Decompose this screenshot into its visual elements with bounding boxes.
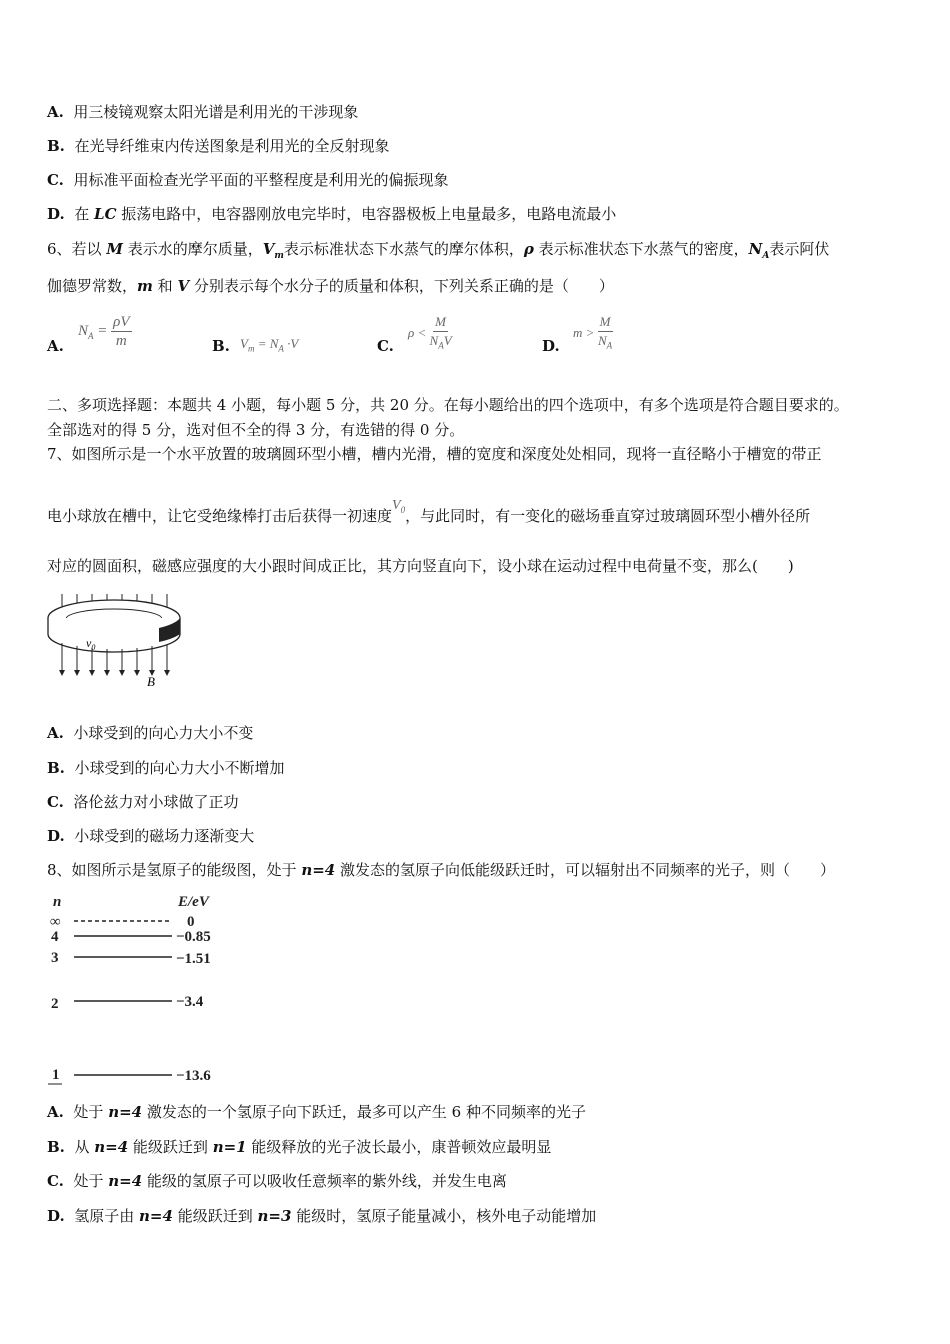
q6-option-b-label: B.	[212, 337, 230, 355]
section2-heading-line2: 全部选对的得 5 分，选对但不全的得 3 分，有选错的得 0 分。	[47, 421, 465, 439]
q8-option-c: C. 处于 n=4 能级的氢原子可以吸收任意频率的紫外线，并发生电离	[47, 1172, 507, 1190]
q7-option-a: A. 小球受到的向心力大小不变	[47, 724, 254, 742]
q6-stem-line2: 伽德罗常数，m 和 V 分别表示每个水分子的质量和体积，下列关系正确的是（ ）	[47, 277, 614, 295]
level-3-e: −1.51	[176, 951, 211, 967]
q8-option-a: A. 处于 n=4 激发态的一个氢原子向下跃迁，最多可以产生 6 种不同频率的光子	[47, 1103, 586, 1121]
q7-stem-line3: 对应的圆面积，磁感应强度的大小跟时间成正比，其方向竖直向下，设小球在运动过程中电荷量不变，那么( )	[47, 557, 794, 575]
q7-fig-v0-label: $v_0$	[86, 636, 96, 652]
q6-option-a-label: A.	[47, 337, 64, 355]
q5-option-b: B. 在光导纤维束内传送图象是利用光的全反射现象	[47, 137, 390, 155]
level-3-n: 3	[51, 950, 59, 966]
level-1-n: 1	[52, 1067, 60, 1083]
q8-option-b: B. 从 n=4 能级跃迁到 n=1 能级释放的光子波长最小，康普顿效应最明显	[47, 1138, 552, 1156]
q6-option-d-formula: m > $\frac{M}{N_A}$	[573, 314, 613, 351]
q6-option-c-label: C.	[377, 337, 394, 355]
level-4-n: 4	[51, 929, 59, 945]
level-4-e: −0.85	[176, 929, 211, 945]
level-2-n: 2	[51, 996, 59, 1012]
q7-option-d: D. 小球受到的磁场力逐渐变大	[47, 827, 255, 845]
q7-ring-figure	[44, 590, 194, 690]
q7-stem-line1: 7、如图所示是一个水平放置的玻璃圆环型小槽，槽内光滑，槽的宽度和深度处处相同，现将一直径略小于槽宽的带正	[47, 445, 822, 463]
q7-fig-b-label: B	[147, 674, 155, 689]
q6-stem-line1: 6、若以 M 表示水的摩尔质量，$V_m$表示标准状态下水蒸气的摩尔体积，ρ 表示标准状态下水蒸气的密度，$N_A$表示阿伏	[47, 240, 830, 261]
q6-option-d-label: D.	[542, 337, 560, 355]
section2-heading-line1: 二、多项选择题：本题共 4 小题，每小题 5 分，共 20 分。在每小题给出的四个选项中，有多个选项是符合题目要求的。	[47, 396, 849, 414]
level-inf-e: 0	[187, 914, 195, 930]
q5-option-a: A. 用三棱镜观察太阳光谱是利用光的干涉现象	[47, 103, 359, 121]
q8-energy-level-diagram	[44, 890, 234, 1090]
diagram-e-header: E/eV	[178, 894, 209, 910]
q5-option-c: C. 用标准平面检查光学平面的平整程度是利用光的偏振现象	[47, 171, 449, 189]
q7-option-b: B. 小球受到的向心力大小不断增加	[47, 759, 285, 777]
q8-option-d: D. 氢原子由 n=4 能级跃迁到 n=3 能级时，氢原子能量减小，核外电子动能增加	[47, 1207, 597, 1225]
q6-option-b-formula: $V_m = N_A \cdot V$	[240, 336, 299, 354]
q7-stem-line2: 电小球放在槽中，让它受绝缘棒打击后获得一初速度$V_0$，与此同时，有一变化的磁场垂直穿过玻璃圆环型小槽外径所	[47, 498, 811, 525]
q8-stem: 8、如图所示是氢原子的能级图，处于 n=4 激发态的氢原子向低能级跃迁时，可以辐射出不同频率的光子，则（ ）	[47, 861, 836, 879]
level-1-e: −13.6	[176, 1068, 211, 1084]
q7-option-c: C. 洛伦兹力对小球做了正功	[47, 793, 239, 811]
level-inf-n: ∞	[50, 914, 61, 930]
q5-option-d: D. 在 LC 振荡电路中，电容器刚放电完毕时，电容器极板上电量最多，电路电流最小	[47, 205, 617, 223]
diagram-n-header: n	[53, 894, 62, 910]
q6-option-c-formula: ρ < $\frac{M}{N_AV}$	[408, 314, 452, 351]
q6-option-a-formula: $N_A$ = $\frac{\rho V}{m}$	[78, 314, 130, 349]
level-2-e: −3.4	[176, 994, 204, 1010]
